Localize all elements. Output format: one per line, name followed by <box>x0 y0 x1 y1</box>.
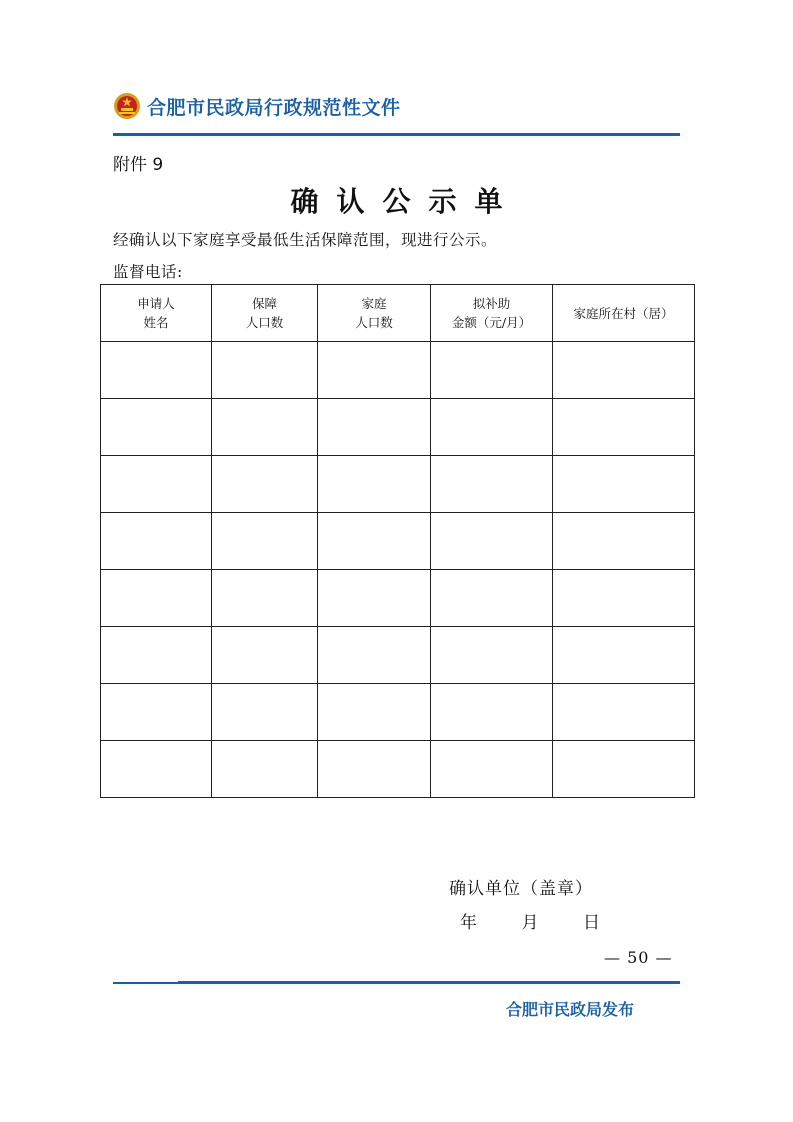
table-cell <box>101 399 212 456</box>
table-cell <box>212 342 318 399</box>
column-header-line: 姓名 <box>143 315 169 330</box>
table-cell <box>553 570 695 627</box>
table-cell <box>553 741 695 798</box>
footer-divider <box>178 981 680 984</box>
confirming-unit-label: 确认单位（盖章） <box>449 879 593 899</box>
column-header-line: 人口数 <box>355 315 393 330</box>
attachment-label: 附件 9 <box>113 155 164 175</box>
date-row <box>460 908 600 933</box>
column-header-covered-persons <box>212 285 318 342</box>
table-cell <box>431 741 553 798</box>
table-cell <box>318 570 431 627</box>
footer-publisher: 合肥市民政局发布 <box>506 1000 635 1019</box>
table-cell <box>212 627 318 684</box>
table-row <box>101 570 695 627</box>
national-emblem-icon <box>113 92 141 120</box>
footer-divider-left <box>113 982 178 984</box>
table-cell <box>553 513 695 570</box>
table-cell <box>101 741 212 798</box>
column-header-line: 保障 <box>251 296 277 311</box>
table-cell <box>101 570 212 627</box>
header-title: 合肥市民政局行政规范性文件 <box>147 96 401 119</box>
column-header-village <box>553 285 695 342</box>
table-cell <box>212 513 318 570</box>
table-cell <box>212 570 318 627</box>
month-label: 月 <box>521 913 539 933</box>
table-cell <box>101 627 212 684</box>
table-cell <box>212 456 318 513</box>
table-cell <box>553 342 695 399</box>
page-number: — 50 — <box>604 948 673 967</box>
column-header-household-size <box>318 285 431 342</box>
table-cell <box>431 513 553 570</box>
table-cell <box>431 684 553 741</box>
column-header-line: 家庭 <box>361 296 387 311</box>
table-row <box>101 513 695 570</box>
header-divider <box>113 133 680 136</box>
table-row <box>101 456 695 513</box>
table-header-row <box>101 285 695 342</box>
table-row <box>101 684 695 741</box>
table-cell <box>318 399 431 456</box>
confirmation-table <box>100 284 695 798</box>
table-row <box>101 741 695 798</box>
day-label: 日 <box>583 913 600 933</box>
table-cell <box>101 684 212 741</box>
column-header-line: 人口数 <box>245 315 284 330</box>
supervision-phone-label: 监督电话: <box>113 263 183 281</box>
column-header-line: 申请人 <box>137 296 175 311</box>
table-cell <box>431 342 553 399</box>
table-cell <box>101 513 212 570</box>
table-row <box>101 342 695 399</box>
table-cell <box>431 570 553 627</box>
year-label: 年 <box>460 913 477 933</box>
table-cell <box>431 627 553 684</box>
table-cell <box>553 456 695 513</box>
column-header-subsidy-amount <box>431 285 553 342</box>
table-row <box>101 399 695 456</box>
table-cell <box>212 741 318 798</box>
table-cell <box>212 684 318 741</box>
column-header-line: 家庭所在村（居） <box>573 305 674 321</box>
table-cell <box>101 342 212 399</box>
column-header-line: 拟补助 <box>472 296 511 311</box>
document-header <box>113 90 401 122</box>
table-cell <box>318 456 431 513</box>
table-row <box>101 627 695 684</box>
table-cell <box>318 684 431 741</box>
table-cell <box>318 513 431 570</box>
table-cell <box>553 399 695 456</box>
table-cell <box>318 741 431 798</box>
table-cell <box>101 456 212 513</box>
table-cell <box>212 399 318 456</box>
table-cell <box>553 627 695 684</box>
column-header-applicant-name <box>101 285 212 342</box>
table-body <box>101 342 695 798</box>
page-title: 确认公示单 <box>290 185 521 218</box>
intro-text: 经确认以下家庭享受最低生活保障范围，现进行公示。 <box>113 231 498 249</box>
table-cell <box>431 456 553 513</box>
table-cell <box>318 627 431 684</box>
table-cell <box>553 684 695 741</box>
table-cell <box>318 342 431 399</box>
column-header-line: 金额（元/月） <box>451 315 532 330</box>
table-cell <box>431 399 553 456</box>
